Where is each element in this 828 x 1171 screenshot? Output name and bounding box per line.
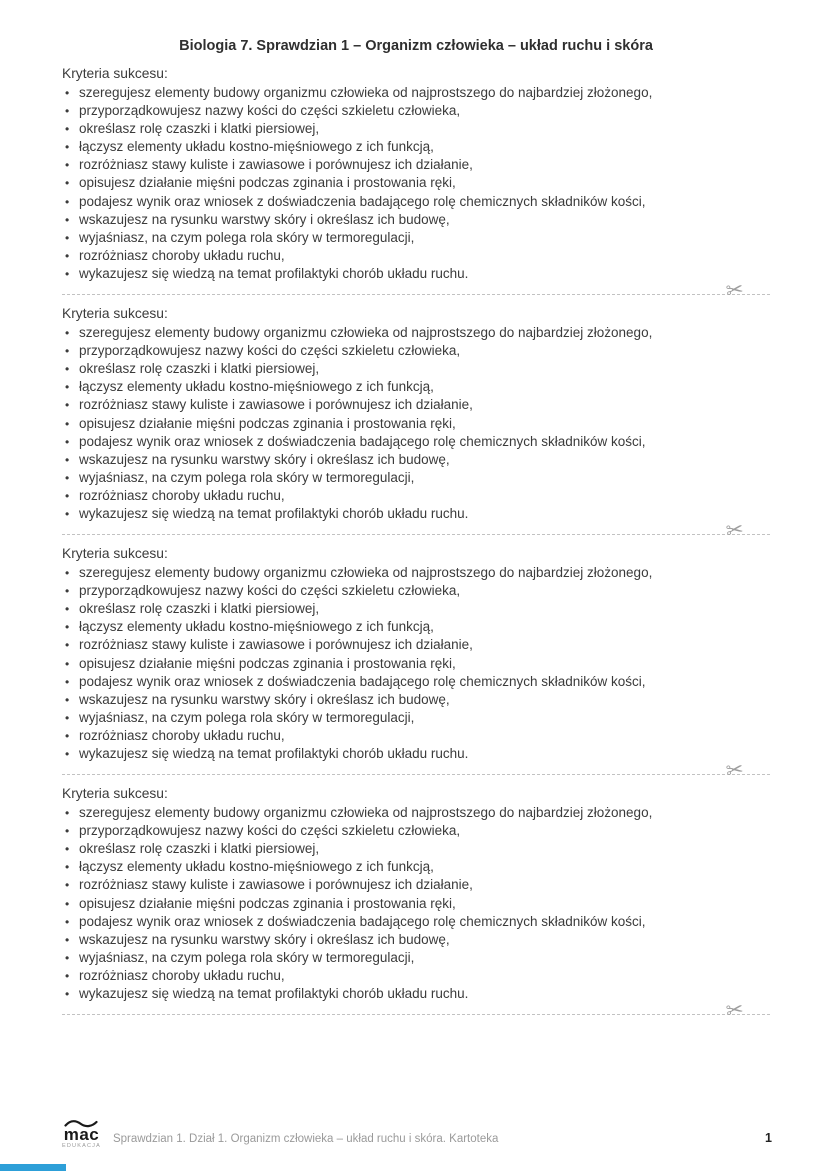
criteria-item: • rozróżniasz choroby układu ruchu, (62, 727, 770, 745)
footer-caption: Sprawdzian 1. Dział 1. Organizm człowieka – układ ruchu i skóra. Kartoteka (112, 1133, 499, 1145)
criteria-item: • przyporządkowujesz nazwy kości do części szkieletu człowieka, (62, 102, 770, 120)
criteria-item: • szeregujesz elementy budowy organizmu człowieka od najprostszego do najbardziej złożonego, (62, 564, 770, 582)
criteria-item: • łączysz elementy układu kostno-mięśniowego z ich funkcją, (62, 618, 770, 636)
criteria-item: • rozróżniasz stawy kuliste i zawiasowe i porównujesz ich działanie, (62, 636, 770, 654)
criteria-item: • podajesz wynik oraz wniosek z doświadczenia badającego rolę chemicznych składników kości, (62, 913, 770, 931)
logo-text: mac (63, 1124, 100, 1144)
scissors-icon: ✂ (724, 998, 746, 1024)
criteria-item: • łączysz elementy układu kostno-mięśniowego z ich funkcją, (62, 138, 770, 156)
cut-line (62, 277, 770, 304)
criteria-list (62, 324, 770, 523)
criteria-item: • rozróżniasz stawy kuliste i zawiasowe i porównujesz ich działanie, (62, 876, 770, 894)
criteria-item: • rozróżniasz stawy kuliste i zawiasowe i porównujesz ich działanie, (62, 396, 770, 414)
criteria-item: • wskazujesz na rysunku warstwy skóry i określasz ich budowę, (62, 451, 770, 469)
criteria-item: • rozróżniasz choroby układu ruchu, (62, 247, 770, 265)
page-title: Biologia 7. Sprawdzian 1 – Organizm człowieka – układ ruchu i skóra (179, 38, 653, 54)
criteria-item: • wyjaśniasz, na czym polega rola skóry w termoregulacji, (62, 229, 770, 247)
criteria-item: • określasz rolę czaszki i klatki piersiowej, (62, 120, 770, 138)
criteria-item: • łączysz elementy układu kostno-mięśniowego z ich funkcją, (62, 378, 770, 396)
criteria-list (62, 564, 770, 763)
criteria-item: • wskazujesz na rysunku warstwy skóry i określasz ich budowę, (62, 211, 770, 229)
criteria-item: • wskazujesz na rysunku warstwy skóry i określasz ich budowę, (62, 931, 770, 949)
page-footer (62, 1119, 772, 1150)
bottom-color-strip (0, 1164, 66, 1171)
criteria-sections (62, 66, 770, 1024)
criteria-item: • podajesz wynik oraz wniosek z doświadczenia badającego rolę chemicznych składników kości, (62, 433, 770, 451)
criteria-item: • opisujesz działanie mięśni podczas zginania i prostowania ręki, (62, 655, 770, 673)
criteria-list (62, 84, 770, 283)
criteria-item: • opisujesz działanie mięśni podczas zginania i prostowania ręki, (62, 895, 770, 913)
criteria-item: • określasz rolę czaszki i klatki piersiowej, (62, 360, 770, 378)
section-heading: Kryteria sukcesu: (62, 786, 168, 802)
scissors-icon: ✂ (724, 757, 746, 784)
criteria-item: • opisujesz działanie mięśni podczas zginania i prostowania ręki, (62, 415, 770, 433)
criteria-item: • wykazujesz się wiedzą na temat profilaktyki chorób układu ruchu. (62, 505, 770, 523)
criteria-section (62, 546, 770, 784)
scissors-icon: ✂ (724, 277, 746, 304)
logo-subtext: EDUKACJA (62, 1142, 101, 1149)
section-heading: Kryteria sukcesu: (62, 546, 168, 562)
criteria-item: • wyjaśniasz, na czym polega rola skóry w termoregulacji, (62, 949, 770, 967)
criteria-item: • podajesz wynik oraz wniosek z doświadczenia badającego rolę chemicznych składników kości, (62, 193, 770, 211)
criteria-item: • wyjaśniasz, na czym polega rola skóry w termoregulacji, (62, 469, 770, 487)
criteria-item: • opisujesz działanie mięśni podczas zginania i prostowania ręki, (62, 174, 770, 192)
criteria-item: • określasz rolę czaszki i klatki piersiowej, (62, 840, 770, 858)
criteria-item: • szeregujesz elementy budowy organizmu człowieka od najprostszego do najbardziej złożonego, (62, 804, 770, 822)
mac-edukacja-logo (62, 1119, 101, 1150)
criteria-item: • wykazujesz się wiedzą na temat profilaktyki chorób układu ruchu. (62, 985, 770, 1003)
criteria-item: • podajesz wynik oraz wniosek z doświadczenia badającego rolę chemicznych składników kości, (62, 673, 770, 691)
criteria-item: • rozróżniasz choroby układu ruchu, (62, 967, 770, 985)
cut-line (62, 998, 770, 1024)
criteria-item: • rozróżniasz stawy kuliste i zawiasowe i porównujesz ich działanie, (62, 156, 770, 174)
criteria-list (62, 804, 770, 1003)
page-number: 1 (765, 1131, 772, 1145)
scissors-icon: ✂ (724, 517, 746, 544)
section-heading: Kryteria sukcesu: (62, 306, 168, 322)
criteria-section (62, 786, 770, 1024)
section-heading: Kryteria sukcesu: (62, 66, 168, 81)
cut-line (62, 757, 770, 784)
criteria-item: • rozróżniasz choroby układu ruchu, (62, 487, 770, 505)
criteria-item: • przyporządkowujesz nazwy kości do części szkieletu człowieka, (62, 822, 770, 840)
criteria-item: • wyjaśniasz, na czym polega rola skóry w termoregulacji, (62, 709, 770, 727)
cut-line (62, 517, 770, 544)
criteria-section (62, 306, 770, 544)
criteria-item: • wykazujesz się wiedzą na temat profilaktyki chorób układu ruchu. (62, 745, 770, 763)
criteria-item: • szeregujesz elementy budowy organizmu człowieka od najprostszego do najbardziej złożonego, (62, 324, 770, 342)
criteria-item: • przyporządkowujesz nazwy kości do części szkieletu człowieka, (62, 342, 770, 360)
criteria-item: • określasz rolę czaszki i klatki piersiowej, (62, 600, 770, 618)
criteria-section (62, 66, 770, 304)
criteria-item: • wskazujesz na rysunku warstwy skóry i określasz ich budowę, (62, 691, 770, 709)
criteria-item: • wykazujesz się wiedzą na temat profilaktyki chorób układu ruchu. (62, 265, 770, 283)
criteria-item: • przyporządkowujesz nazwy kości do części szkieletu człowieka, (62, 582, 770, 600)
criteria-item: • łączysz elementy układu kostno-mięśniowego z ich funkcją, (62, 858, 770, 876)
criteria-item: • szeregujesz elementy budowy organizmu człowieka od najprostszego do najbardziej złożonego, (62, 84, 770, 102)
